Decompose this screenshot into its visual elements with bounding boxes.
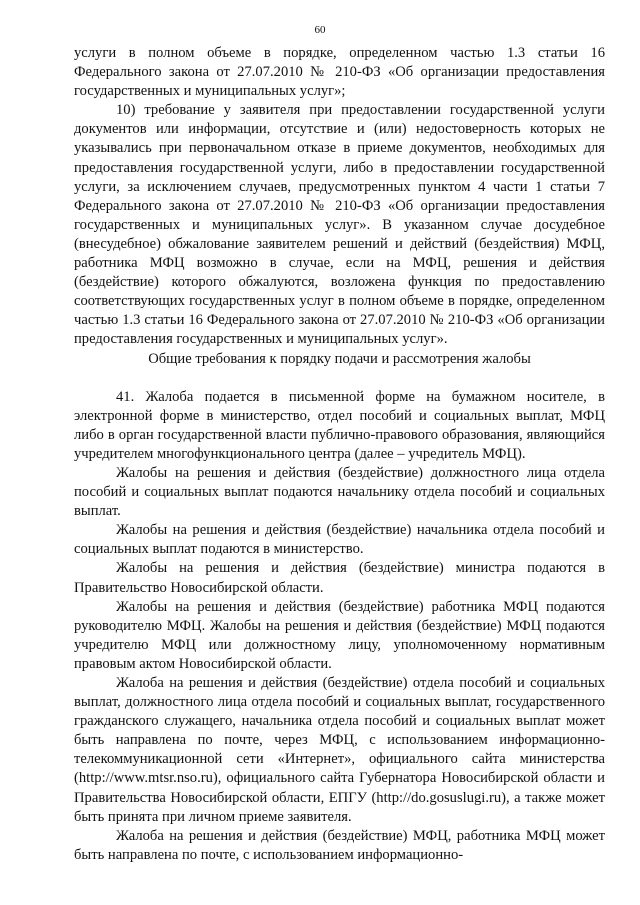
paragraph-complaint-minister: Жалобы на решения и действия (бездействие) министра подаются в Правительство Новосибирской области. [74, 560, 605, 596]
paragraph-item-10: 10) требование у заявителя при предоставлении государственной услуги документов или информации, отсутствие и (или) недостоверность которых не указывались при первоначальном отказе в приеме документов, необходимых для предоставления государственной услуги, либо в предоставлении государственной услуги, за исключением случаев, предусмотренных пунктом 4 части 1 статьи 7 Федерального закона от 27.07.2010 № 210-ФЗ «Об организации предоставления государственных и муниципальных услуг». В указанном случае досудебное (внесудебное) обжалование заявителем решений и действий (бездействия) МФЦ, работника МФЦ возможно в случае, если на МФЦ, решения и действия (бездействие) которого обжалуются, возложена функция по предоставлению соответствующих государственных услуг в полном объеме в порядке, определенном частью 1.3 статьи 16 Федерального закона от 27.07.2010 № 210-ФЗ «Об организации предоставления государственных и муниципальных услуг». [74, 102, 605, 348]
paragraph-item-41: 41. Жалоба подается в письменной форме на бумажном носителе, в электронной форме в министерство, отдел пособий и социальных выплат, МФЦ либо в орган государственной власти публично-правового образования, являющийся учредителем многофункционального центра (далее – учредитель МФЦ). [74, 388, 605, 462]
section-heading: Общие требования к порядку подачи и рассмотрения жалобы [148, 350, 531, 367]
paragraph-complaint-head: Жалобы на решения и действия (бездействие) начальника отдела пособий и социальных выплат подаются в министерство. [74, 522, 605, 558]
page-number: 60 [314, 24, 326, 36]
document-body [74, 44, 605, 865]
paragraph-continuation: услуги в полном объеме в порядке, определенном частью 1.3 статьи 16 Федерального закона от 27.07.2010 № 210-ФЗ «Об организации предоставления государственных и муниципальных услуг»; [74, 45, 605, 100]
paragraph-complaint-mfc-worker: Жалобы на решения и действия (бездействие) работника МФЦ подаются руководителю МФЦ. Жалобы на решения и действия (бездействие) МФЦ подаются учредителю МФЦ или должностному лицу, уполномоченному нормативным правовым актом Новосибирской области. [74, 598, 605, 672]
paragraph-complaint-official: Жалобы на решения и действия (бездействие) должностного лица отдела пособий и социальных выплат подаются начальнику отдела пособий и социальных выплат. [74, 464, 605, 520]
paragraph-complaint-mfc-channels: Жалоба на решения и действия (бездействие) МФЦ, работника МФЦ может быть направлена по почте, с использованием информационно- [74, 827, 605, 863]
paragraph-complaint-channels: Жалоба на решения и действия (бездействие) отдела пособий и социальных выплат, должностного лица отдела пособий и социальных выплат, государственного гражданского служащего, начальника отдела пособий и социальных выплат может быть направлена по почте, через МФЦ, с использованием информационно-телекоммуникационной сети «Интернет», официального сайта министерства (http://www.mtsr.nso.ru), официального сайта Губернатора Новосибирской области и Правительства Новосибирской области, ЕПГУ (http://do.gosuslugi.ru), а также может быть принята при личном приеме заявителя. [74, 675, 605, 825]
